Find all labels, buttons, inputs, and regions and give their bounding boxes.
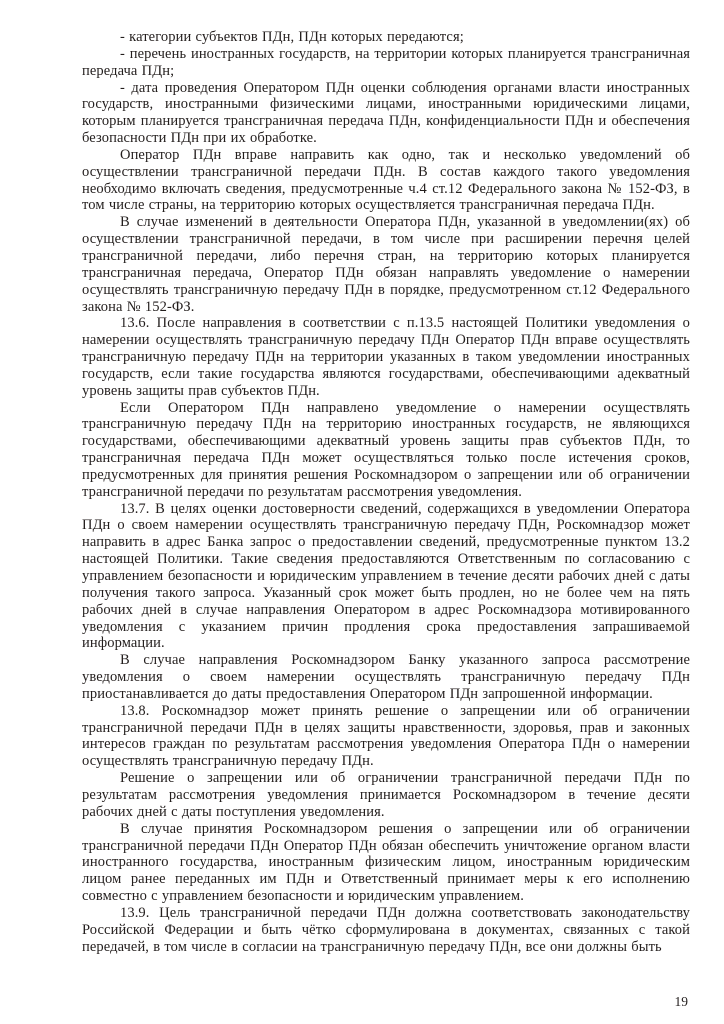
paragraph-list-item-3: - дата проведения Оператором ПДн оценки соблюдения органами власти иностранных государств, иностранными физическими лицами, иностранными юридическими лицами, которым планируется трансграничная передача ПДн, конфиденциальности ПДн и обеспечения безопасности ПДн при их обработке.	[82, 79, 690, 147]
paragraph-13-8-destruction: В случае принятия Роскомнадзором решения о запрещении или об ограничении трансграничной передачи ПДн Оператор ПДн обязан обеспечить уничтожение органом власти иностранного государства, иностранным физическим лицом, иностранным юридическим лицом ранее переданных им ПДн и Ответственный принимает меры к его исполнению совместно с управлением безопасности и юридическим управлением.	[82, 820, 690, 905]
page-number: 19	[674, 994, 688, 1009]
paragraph-13-6-continued: Если Оператором ПДн направлено уведомление о намерении осуществлять трансграничную передачу ПДн на территорию иностранных государств, не являющихся государствами, обеспечивающими адекватный уровень защиты прав субъектов ПДн, то трансграничная передача ПДн может осуществляться только после истечения сроков, предусмотренных для принятия решения Роскомнадзором о запрещении или об ограничении трансграничной передачи по результатам рассмотрения уведомления.	[82, 399, 690, 500]
paragraph-13-8: 13.8. Роскомнадзор может принять решение о запрещении или об ограничении трансграничной передачи ПДн в целях защиты нравственности, здоровья, прав и законных интересов граждан по результатам рассмотрения уведомления Оператора ПДн о намерении осуществлять трансграничную передачу ПДн.	[82, 702, 690, 770]
paragraph-13-6: 13.6. После направления в соответствии с п.13.5 настоящей Политики уведомления о намерении осуществлять трансграничную передачу ПДн Оператор ПДн вправе осуществлять трансграничную передачу ПДн на территории указанных в таком уведомлении иностранных государств, если такие государства являются государствами, обеспечивающими адекватный уровень защиты прав субъектов ПДн.	[82, 315, 690, 399]
paragraph-list-item-1: - категории субъектов ПДн, ПДн которых передаются;	[120, 29, 464, 45]
paragraph-13-9: 13.9. Цель трансграничной передачи ПДн должна соответствовать законодательству Российской Федерации и быть чётко сформулирована в документах, связанных с такой передачей, в том числе в согласии на трансграничную передачу ПДн, все они должны быть	[82, 904, 690, 955]
paragraph-13-7: 13.7. В целях оценки достоверности сведений, содержащихся в уведомлении Оператора ПДн о своем намерении осуществлять трансграничную передачу ПДн, Роскомнадзор может направить в адрес Банка запрос о предоставлении сведений, предусмотренные пунктом 13.2 настоящей Политики. Такие сведения предоставляются Ответственным по согласованию с управлением безопасности и юридическим управлением в течение десяти рабочих дней с даты получения такого запроса. Указанный срок может быть продлен, но не более чем на пять рабочих дней в случае направления Оператором в адрес Роскомнадзора мотивированного уведомления с указанием причин продления срока предоставления запрашиваемой информации.	[82, 500, 690, 652]
paragraph-operator-notifications: Оператор ПДн вправе направить как одно, так и несколько уведомлений об осуществлении трансграничной передачи ПДн. В состав каждого такого уведомления необходимо включать сведения, предусмотренные ч.4 ст.12 Федерального закона № 152-ФЗ, в том числе страны, на территорию которых осуществляется трансграничная передача ПДн.	[82, 146, 690, 214]
paragraph-list-item-2: - перечень иностранных государств, на территории которых планируется трансграничная передача ПДн;	[82, 45, 690, 79]
paragraph-13-8-decision: Решение о запрещении или об ограничении трансграничной передачи ПДн по результатам рассмотрения уведомления принимается Роскомнадзором в течение десяти рабочих дней с даты поступления уведомления.	[82, 770, 690, 820]
paragraph-13-7-continued: В случае направления Роскомнадзором Банку указанного запроса рассмотрение уведомления о своем намерении осуществлять трансграничную передачу ПДн приостанавливается до даты предоставления Оператором ПДн запрошенной информации.	[82, 652, 690, 702]
paragraph-activity-changes: В случае изменений в деятельности Оператора ПДн, указанной в уведомлении(ях) об осуществлении трансграничной передачи, в том числе при расширении перечня целей трансграничной передачи, либо перечня стран, на территорию которых планируется трансграничная передача, Оператор ПДн обязан направлять уведомление о намерении осуществлять трансграничную передачу ПДн в порядке, предусмотренном ст.12 Федерального закона № 152-ФЗ.	[82, 214, 690, 315]
